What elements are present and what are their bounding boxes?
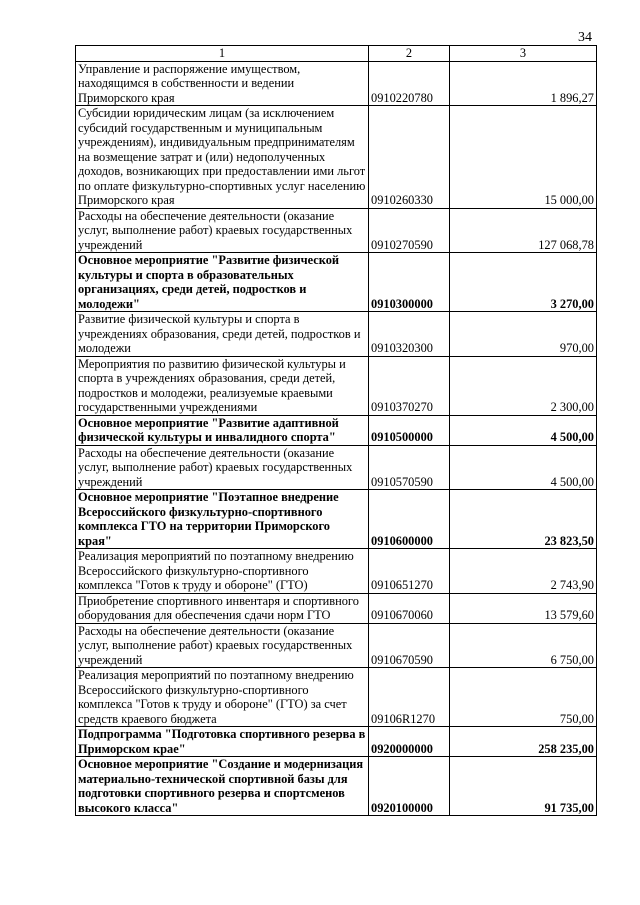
row-code-cell: 0910270590	[369, 208, 450, 253]
table-row	[76, 253, 597, 312]
column-header-1: 1	[76, 46, 369, 62]
column-header-3: 3	[450, 46, 597, 62]
row-code-cell: 0920100000	[369, 757, 450, 816]
row-amount-cell: 3 270,00	[450, 253, 597, 312]
table-row	[76, 106, 597, 209]
table-row	[76, 415, 597, 445]
table-row	[76, 668, 597, 727]
column-header-2: 2	[369, 46, 450, 62]
row-amount-cell: 127 068,78	[450, 208, 597, 253]
page-number: 34	[578, 30, 592, 45]
row-name-cell: Основное мероприятие "Поэтапное внедрение Всероссийского физкультурно-спортивного комплекса ГТО на территории Приморского края"	[76, 490, 369, 549]
row-code-cell: 0910500000	[369, 415, 450, 445]
row-name-cell: Реализация мероприятий по поэтапному внедрению Всероссийского физкультурно-спортивного комплекса "Готов к труду и обороне" (ГТО) за счет средств краевого бюджета	[76, 668, 369, 727]
row-name-cell: Реализация мероприятий по поэтапному внедрению Всероссийского физкультурно-спортивного комплекса "Готов к труду и обороне" (ГТО)	[76, 549, 369, 594]
row-code-cell: 0910320300	[369, 312, 450, 357]
row-code-cell: 0910300000	[369, 253, 450, 312]
budget-table	[75, 45, 597, 816]
table-row	[76, 356, 597, 415]
row-code-cell: 09106R1270	[369, 668, 450, 727]
row-code-cell: 0910670590	[369, 623, 450, 668]
table-row	[76, 208, 597, 253]
row-name-cell: Основное мероприятие "Развитие физической культуры и спорта в образовательных организациях, среди детей, подростков и молодежи"	[76, 253, 369, 312]
row-amount-cell: 23 823,50	[450, 490, 597, 549]
row-name-cell: Управление и распоряжение имуществом, находящимся в собственности и ведении Приморского края	[76, 61, 369, 106]
row-name-cell: Мероприятия по развитию физической культуры и спорта в учреждениях образования, среди детей, подростков и молодежи, реализуемые краевыми государственными учреждениями	[76, 356, 369, 415]
row-amount-cell: 4 500,00	[450, 415, 597, 445]
row-code-cell: 0910651270	[369, 549, 450, 594]
row-amount-cell: 1 896,27	[450, 61, 597, 106]
row-code-cell: 0910670060	[369, 593, 450, 623]
row-name-cell: Расходы на обеспечение деятельности (оказание услуг, выполнение работ) краевых государственных учреждений	[76, 208, 369, 253]
row-name-cell: Приобретение спортивного инвентаря и спортивного оборудования для обеспечения сдачи норм ГТО	[76, 593, 369, 623]
row-code-cell: 0910600000	[369, 490, 450, 549]
row-code-cell: 0910570590	[369, 445, 450, 490]
row-code-cell: 0910370270	[369, 356, 450, 415]
row-amount-cell: 91 735,00	[450, 757, 597, 816]
table-row	[76, 445, 597, 490]
table-row	[76, 490, 597, 549]
row-amount-cell: 15 000,00	[450, 106, 597, 209]
table-header-row	[76, 46, 597, 62]
row-name-cell: Развитие физической культуры и спорта в учреждениях образования, среди детей, подростков и молодежи	[76, 312, 369, 357]
row-amount-cell: 13 579,60	[450, 593, 597, 623]
table-row	[76, 727, 597, 757]
table-row	[76, 61, 597, 106]
row-code-cell: 0910260330	[369, 106, 450, 209]
row-name-cell: Субсидии юридическим лицам (за исключением субсидий государственным и муниципальным учреждениям), индивидуальным предпринимателям на возмещение затрат и (или) недополученных доходов, возникающих при предоставлении ими льгот по оплате физкультурно-спортивных услуг населению Приморского края	[76, 106, 369, 209]
table-row	[76, 757, 597, 816]
row-code-cell: 0920000000	[369, 727, 450, 757]
row-amount-cell: 6 750,00	[450, 623, 597, 668]
row-name-cell: Расходы на обеспечение деятельности (оказание услуг, выполнение работ) краевых государственных учреждений	[76, 623, 369, 668]
row-name-cell: Основное мероприятие "Создание и модернизация материально-технической спортивной базы для подготовки спортивного резерва и спортсменов высокого класса"	[76, 757, 369, 816]
row-amount-cell: 258 235,00	[450, 727, 597, 757]
row-name-cell: Основное мероприятие "Развитие адаптивной физической культуры и инвалидного спорта"	[76, 415, 369, 445]
row-amount-cell: 970,00	[450, 312, 597, 357]
row-code-cell: 0910220780	[369, 61, 450, 106]
table-row	[76, 312, 597, 357]
table-row	[76, 623, 597, 668]
row-name-cell: Подпрограмма "Подготовка спортивного резерва в Приморском крае"	[76, 727, 369, 757]
table-row	[76, 549, 597, 594]
row-amount-cell: 2 743,90	[450, 549, 597, 594]
table-row	[76, 593, 597, 623]
row-name-cell: Расходы на обеспечение деятельности (оказание услуг, выполнение работ) краевых государственных учреждений	[76, 445, 369, 490]
row-amount-cell: 750,00	[450, 668, 597, 727]
row-amount-cell: 4 500,00	[450, 445, 597, 490]
row-amount-cell: 2 300,00	[450, 356, 597, 415]
